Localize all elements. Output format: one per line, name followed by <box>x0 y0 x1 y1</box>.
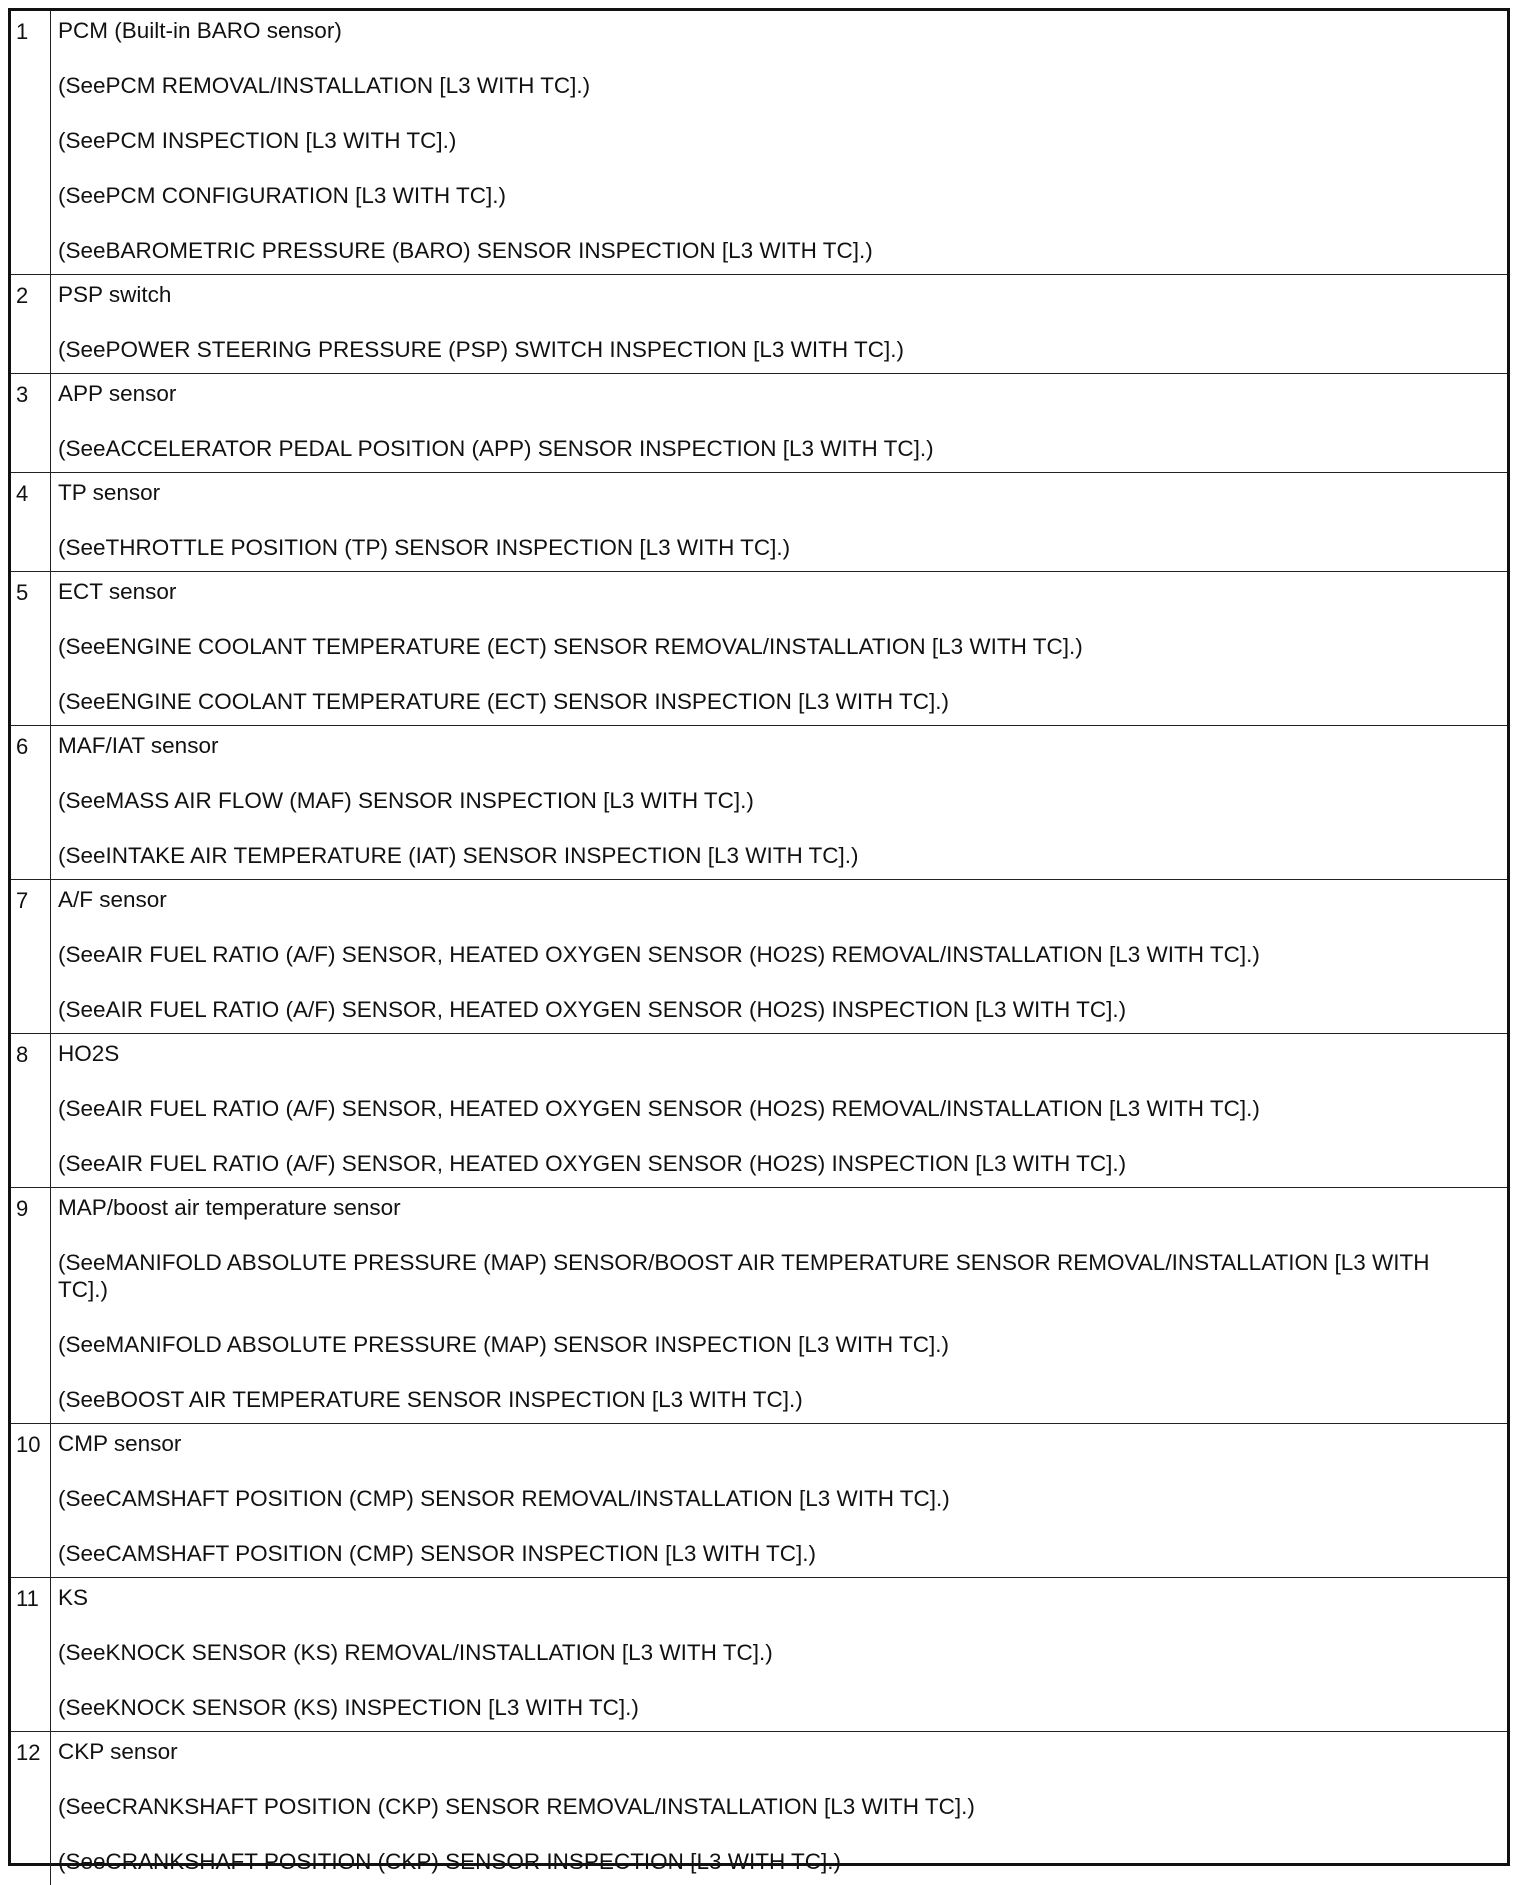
component-name: TP sensor <box>58 480 161 505</box>
row-number: 1 <box>11 11 51 274</box>
reference-link[interactable]: (SeeAIR FUEL RATIO (A/F) SENSOR, HEATED OXYGEN SENSOR (HO2S) INSPECTION [L3 WITH TC].) <box>58 1151 1127 1176</box>
row-number: 2 <box>11 275 51 373</box>
row-number: 5 <box>11 572 51 725</box>
reference-link[interactable]: (SeePOWER STEERING PRESSURE (PSP) SWITCH INSPECTION [L3 WITH TC].) <box>58 337 904 362</box>
row-number: 10 <box>11 1424 51 1577</box>
reference-link[interactable]: (SeeAIR FUEL RATIO (A/F) SENSOR, HEATED OXYGEN SENSOR (HO2S) REMOVAL/INSTALLATION [L3 WITH TC].) <box>58 1096 1260 1121</box>
table-row <box>11 1577 1507 1731</box>
reference-link[interactable]: (SeeINTAKE AIR TEMPERATURE (IAT) SENSOR INSPECTION [L3 WITH TC].) <box>58 843 859 868</box>
table-row <box>11 11 1507 274</box>
reference-link[interactable]: (SeeAIR FUEL RATIO (A/F) SENSOR, HEATED OXYGEN SENSOR (HO2S) INSPECTION [L3 WITH TC].) <box>58 997 1127 1022</box>
component-name: ECT sensor <box>58 579 177 604</box>
reference-link[interactable]: (SeeCRANKSHAFT POSITION (CKP) SENSOR INSPECTION [L3 WITH TC].) <box>58 1849 842 1874</box>
row-number: 12 <box>11 1732 51 1885</box>
component-name: HO2S <box>58 1041 120 1066</box>
row-content <box>51 1034 1507 1187</box>
reference-link[interactable]: (SeePCM INSPECTION [L3 WITH TC].) <box>58 128 457 153</box>
row-content <box>51 1424 1507 1577</box>
reference-link[interactable]: (SeePCM REMOVAL/INSTALLATION [L3 WITH TC].) <box>58 73 591 98</box>
table-row <box>11 1187 1507 1423</box>
reference-link[interactable]: (SeeCAMSHAFT POSITION (CMP) SENSOR INSPECTION [L3 WITH TC].) <box>58 1541 817 1566</box>
table-row <box>11 1423 1507 1577</box>
row-content <box>51 1578 1507 1731</box>
component-name: PCM (Built-in BARO sensor) <box>58 18 342 43</box>
row-number: 9 <box>11 1188 51 1423</box>
table-row <box>11 571 1507 725</box>
reference-link[interactable]: (SeeMANIFOLD ABSOLUTE PRESSURE (MAP) SENSOR INSPECTION [L3 WITH TC].) <box>58 1332 949 1357</box>
reference-link[interactable]: (SeeENGINE COOLANT TEMPERATURE (ECT) SENSOR INSPECTION [L3 WITH TC].) <box>58 689 949 714</box>
row-content <box>51 275 1507 373</box>
table-row <box>11 373 1507 472</box>
reference-link[interactable]: (SeeACCELERATOR PEDAL POSITION (APP) SENSOR INSPECTION [L3 WITH TC].) <box>58 436 934 461</box>
reference-link[interactable]: (SeeMANIFOLD ABSOLUTE PRESSURE (MAP) SENSOR/BOOST AIR TEMPERATURE SENSOR REMOVAL/INSTALLATION [L3 WITH TC].) <box>58 1250 1430 1302</box>
row-number: 6 <box>11 726 51 879</box>
table-row <box>11 725 1507 879</box>
component-name: A/F sensor <box>58 887 167 912</box>
reference-link[interactable]: (SeeTHROTTLE POSITION (TP) SENSOR INSPECTION [L3 WITH TC].) <box>58 535 791 560</box>
row-number: 8 <box>11 1034 51 1187</box>
row-content <box>51 473 1507 571</box>
table-row <box>11 1731 1507 1885</box>
table-row <box>11 1033 1507 1187</box>
reference-link[interactable]: (SeeBAROMETRIC PRESSURE (BARO) SENSOR INSPECTION [L3 WITH TC].) <box>58 238 873 263</box>
reference-link[interactable]: (SeeAIR FUEL RATIO (A/F) SENSOR, HEATED OXYGEN SENSOR (HO2S) REMOVAL/INSTALLATION [L3 WITH TC].) <box>58 942 1260 967</box>
reference-link[interactable]: (SeeKNOCK SENSOR (KS) INSPECTION [L3 WITH TC].) <box>58 1695 639 1720</box>
row-content <box>51 1732 1507 1885</box>
row-content <box>51 572 1507 725</box>
component-name: MAF/IAT sensor <box>58 733 219 758</box>
reference-link[interactable]: (SeeCAMSHAFT POSITION (CMP) SENSOR REMOVAL/INSTALLATION [L3 WITH TC].) <box>58 1486 950 1511</box>
component-name: CMP sensor <box>58 1431 182 1456</box>
reference-link[interactable]: (SeeENGINE COOLANT TEMPERATURE (ECT) SENSOR REMOVAL/INSTALLATION [L3 WITH TC].) <box>58 634 1083 659</box>
row-content <box>51 726 1507 879</box>
row-content <box>51 374 1507 472</box>
component-name: PSP switch <box>58 282 172 307</box>
row-number: 4 <box>11 473 51 571</box>
component-reference-table <box>8 8 1510 1874</box>
row-content <box>51 880 1507 1033</box>
table-row <box>11 879 1507 1033</box>
reference-link[interactable]: (SeePCM CONFIGURATION [L3 WITH TC].) <box>58 183 506 208</box>
component-name: CKP sensor <box>58 1739 178 1764</box>
row-content <box>51 1188 1507 1423</box>
row-number: 11 <box>11 1578 51 1731</box>
reference-link[interactable]: (SeeBOOST AIR TEMPERATURE SENSOR INSPECTION [L3 WITH TC].) <box>58 1387 803 1412</box>
table-row <box>11 274 1507 373</box>
component-name: MAP/boost air temperature sensor <box>58 1195 401 1220</box>
row-content <box>51 11 1507 274</box>
reference-link[interactable]: (SeeCRANKSHAFT POSITION (CKP) SENSOR REMOVAL/INSTALLATION [L3 WITH TC].) <box>58 1794 975 1819</box>
row-number: 3 <box>11 374 51 472</box>
table-row <box>11 472 1507 571</box>
row-number: 7 <box>11 880 51 1033</box>
component-name: KS <box>58 1585 89 1610</box>
reference-link[interactable]: (SeeMASS AIR FLOW (MAF) SENSOR INSPECTION [L3 WITH TC].) <box>58 788 754 813</box>
reference-link[interactable]: (SeeKNOCK SENSOR (KS) REMOVAL/INSTALLATION [L3 WITH TC].) <box>58 1640 773 1665</box>
component-name: APP sensor <box>58 381 177 406</box>
